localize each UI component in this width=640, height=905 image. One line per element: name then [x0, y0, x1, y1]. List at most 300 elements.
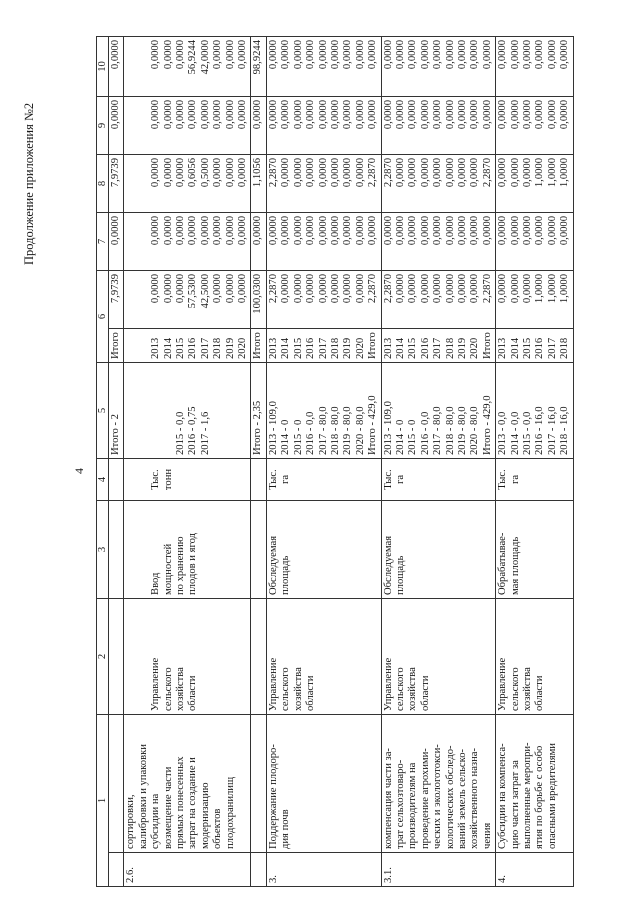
indicator-name-line: плодов и ягод	[187, 533, 199, 595]
regional-budget-line: 0,0000	[509, 157, 521, 188]
col-header-3: 3	[97, 500, 109, 598]
indicator-name-cell	[266, 500, 381, 598]
extrabudgetary-line: 0,0000	[394, 39, 406, 70]
row-number-cell	[251, 853, 266, 887]
indicator-values-cell	[251, 362, 266, 458]
indicator-values-line: 2017 - 80,0	[317, 406, 329, 455]
indicator-values-line: 2014 - 0,0	[509, 411, 521, 455]
table-row	[109, 36, 124, 886]
federal-budget-line: 0,0000	[432, 215, 444, 246]
regional-budget-line: 0,0000	[317, 157, 329, 188]
measure-name-line: ятия по борьбе с особо	[534, 745, 546, 849]
table-body	[97, 36, 574, 886]
regional-budget-line: 2,2870	[367, 157, 379, 188]
indicator-name-line	[138, 504, 150, 595]
local-budget-line: 0,0000	[280, 99, 292, 130]
financing-year-line: Итого	[367, 332, 379, 359]
extrabudgetary-line: 0,0000	[237, 39, 249, 70]
indicator-values-line: 2015 - 0	[407, 419, 419, 455]
indicator-values-cell	[381, 362, 496, 458]
local-budget-line: 0,0000	[317, 99, 329, 130]
financing-year-line: 2017	[199, 337, 211, 359]
unit-line	[138, 462, 150, 497]
unit-cell	[266, 458, 381, 500]
extrabudgetary-cell	[496, 36, 573, 96]
financing-total-line: 0,0000	[162, 273, 174, 304]
federal-budget-line: 0,0000	[212, 215, 224, 246]
financing-year-line: 2016	[534, 337, 546, 359]
indicator-name-line	[125, 504, 137, 595]
financing-total-line: 0,0000	[456, 273, 468, 304]
federal-budget-line: 0,0000	[199, 215, 211, 246]
regional-budget-line: 7,9739	[110, 157, 121, 188]
financing-year-cell	[109, 328, 124, 362]
unit-cell	[124, 458, 251, 500]
financing-year-line	[125, 332, 137, 359]
indicator-name-line: по хранению	[175, 536, 187, 595]
indicator-name-line: мощностей	[162, 543, 174, 595]
extrabudgetary-line: 0,0000	[212, 39, 224, 70]
regional-budget-line: 0,0000	[407, 157, 419, 188]
local-budget-cell	[266, 96, 381, 154]
local-budget-line: 0,0000	[367, 99, 379, 130]
indicator-values-line: Итого - 429,0	[367, 395, 379, 455]
indicator-values-line: Итого - 2	[110, 414, 121, 455]
responsible-executor-line: хозяйства	[522, 667, 533, 711]
financing-year-line: 2019	[456, 337, 468, 359]
local-budget-line: 0,0000	[305, 99, 317, 130]
financing-year-cell	[124, 328, 251, 362]
local-budget-line: 0,0000	[252, 99, 264, 130]
federal-budget-line: 0,0000	[329, 215, 341, 246]
financing-year-line: 2019	[224, 337, 236, 359]
regional-budget-cell	[381, 154, 496, 212]
measure-name-line: ческих и экологотокси-	[432, 744, 444, 849]
financing-year-line: 2013	[150, 337, 162, 359]
responsible-executor-cell	[381, 598, 496, 714]
measure-name-line: возмещение части	[162, 766, 174, 849]
financing-total-line: 0,0000	[394, 273, 406, 304]
federal-budget-line: 0,0000	[407, 215, 419, 246]
extrabudgetary-cell	[266, 36, 381, 96]
local-budget-line: 0,0000	[187, 99, 199, 130]
financing-total-line	[125, 274, 137, 325]
unit-line	[125, 462, 137, 497]
federal-budget-line: 0,0000	[224, 215, 236, 246]
table-row	[251, 36, 266, 886]
financing-total-line: 2,2870	[481, 273, 493, 304]
local-budget-line: 0,0000	[481, 99, 493, 130]
federal-budget-line: 0,0000	[317, 215, 329, 246]
financing-year-line: Итого	[110, 332, 121, 359]
indicator-values-line: 2019 - 80,0	[456, 406, 468, 455]
financing-total-cell	[381, 270, 496, 328]
local-budget-line: 0,0000	[267, 99, 279, 130]
regional-budget-line	[125, 158, 137, 209]
measure-name-cell	[124, 714, 251, 852]
financing-total-line: 0,0000	[317, 273, 329, 304]
financing-total-line: 57,5300	[187, 273, 199, 309]
unit-cell	[109, 458, 124, 500]
responsible-executor-line: Управление	[382, 657, 394, 711]
indicator-values-line	[138, 366, 150, 455]
local-budget-line: 0,0000	[444, 99, 456, 130]
indicator-values-line: 2018 - 16,0	[559, 406, 571, 455]
indicator-values-line: 2020 - 80,0	[469, 406, 481, 455]
financing-year-line: Итого	[481, 332, 493, 359]
regional-budget-line: 0,6056	[187, 157, 199, 188]
financing-total-line: 7,9739	[110, 273, 121, 304]
federal-budget-line: 0,0000	[252, 215, 264, 246]
local-budget-line: 0,0000	[150, 99, 162, 130]
financing-year-line: 2014	[509, 337, 521, 359]
responsible-executor-line: хозяйства	[292, 667, 304, 711]
row-number-cell	[109, 853, 124, 887]
extrabudgetary-cell	[251, 36, 266, 96]
unit-cell	[496, 458, 573, 500]
indicator-values-cell	[266, 362, 381, 458]
indicator-values-line	[163, 366, 175, 455]
col-header-9: 9	[97, 96, 109, 154]
page-number: 4	[72, 468, 86, 474]
financing-year-line: 2013	[382, 337, 394, 359]
financing-year-line: 2017	[546, 337, 558, 359]
federal-budget-line	[125, 216, 137, 267]
extrabudgetary-cell	[381, 36, 496, 96]
federal-budget-line: 0,0000	[456, 215, 468, 246]
federal-budget-line: 0,0000	[367, 215, 379, 246]
extrabudgetary-line: 0,0000	[354, 39, 366, 70]
measure-name-line: Субсидии на компенса-	[497, 743, 509, 849]
regional-budget-line: 2,2870	[267, 157, 279, 188]
regional-budget-line: 0,0000	[444, 157, 456, 188]
local-budget-line: 0,0000	[162, 99, 174, 130]
responsible-executor-line	[125, 602, 137, 711]
extrabudgetary-cell	[124, 36, 251, 96]
federal-budget-line: 0,0000	[110, 215, 121, 246]
financing-year-cell	[251, 328, 266, 362]
col-header-6: 6	[97, 270, 109, 362]
row-number-cell: 2.6.	[124, 853, 251, 887]
measure-name-cell	[109, 714, 124, 852]
extrabudgetary-line: 0,0000	[175, 39, 187, 70]
financing-total-line: 0,0000	[407, 273, 419, 304]
regional-budget-line: 0,0000	[212, 157, 224, 188]
col-header-7: 7	[97, 212, 109, 270]
financing-total-line: 2,2870	[267, 273, 279, 304]
measure-name-line: субсидии на	[150, 793, 162, 849]
local-budget-line	[125, 100, 137, 151]
local-budget-line: 0,0000	[497, 99, 509, 130]
indicator-name-cell	[496, 500, 573, 598]
financing-total-line: 0,0000	[224, 273, 236, 304]
financing-total-line: 0,0000	[469, 273, 481, 304]
federal-budget-line: 0,0000	[292, 215, 304, 246]
col-header-2: 2	[97, 598, 109, 714]
financing-year-line: 2020	[354, 337, 366, 359]
row-number-cell: 3.	[266, 853, 381, 887]
financing-year-line: 2017	[317, 337, 329, 359]
table-row	[496, 36, 573, 886]
measure-name-cell	[266, 714, 381, 852]
extrabudgetary-line: 0,0000	[534, 39, 546, 70]
financing-total-line: 1,0000	[546, 273, 558, 304]
indicator-values-line: 2016 - 0,0	[419, 411, 431, 455]
measure-name-line: Поддержание плодоро-	[267, 744, 279, 849]
local-budget-line: 0,0000	[199, 99, 211, 130]
row-number-cell: 3.1.	[381, 853, 496, 887]
responsible-executor-line: области	[187, 675, 199, 711]
col-header-10: 10	[97, 36, 109, 96]
local-budget-line: 0,0000	[419, 99, 431, 130]
local-budget-line: 0,0000	[534, 99, 546, 130]
table-row	[124, 36, 251, 886]
indicator-values-line: 2015 - 0,0	[522, 411, 533, 455]
financing-total-cell	[124, 270, 251, 328]
row-number-cell: 4.	[496, 853, 573, 887]
financing-year-line: 2016	[419, 337, 431, 359]
regional-budget-line: 0,0000	[456, 157, 468, 188]
federal-budget-line: 0,0000	[559, 215, 571, 246]
indicator-name-line: Ввод	[150, 572, 162, 595]
regional-budget-line: 0,0000	[150, 157, 162, 188]
extrabudgetary-line: 0,0000	[522, 39, 533, 70]
financing-total-line: 0,0000	[175, 273, 187, 304]
extrabudgetary-line: 0,0000	[407, 39, 419, 70]
indicator-values-line: 2013 - 0,0	[497, 411, 509, 455]
regional-budget-line: 2,2870	[382, 157, 394, 188]
financing-year-cell	[266, 328, 381, 362]
federal-budget-line	[138, 216, 150, 267]
regional-budget-line: 0,0000	[224, 157, 236, 188]
indicator-values-line: 2020 - 80,0	[354, 406, 366, 455]
unit-line: га	[509, 474, 521, 485]
financing-year-line: 2018	[212, 337, 224, 359]
federal-budget-line: 0,0000	[481, 215, 493, 246]
federal-budget-line: 0,0000	[534, 215, 546, 246]
measure-name-line: ваний земель сельско-	[456, 748, 468, 849]
regional-budget-line: 0,0000	[237, 157, 249, 188]
local-budget-line: 0,0000	[382, 99, 394, 130]
local-budget-cell	[109, 96, 124, 154]
responsible-executor-line: Управление	[267, 657, 279, 711]
federal-budget-line: 0,0000	[419, 215, 431, 246]
regional-budget-line: 0,0000	[354, 157, 366, 188]
indicator-values-line: 2016 - 16,0	[534, 406, 546, 455]
regional-budget-line: 1,1056	[252, 157, 264, 188]
financing-total-line: 0,0000	[497, 273, 509, 304]
responsible-executor-line: области	[419, 675, 431, 711]
federal-budget-cell	[124, 212, 251, 270]
responsible-executor-line: области	[534, 675, 546, 711]
financing-total-line: 100,0300	[252, 273, 264, 314]
federal-budget-line: 0,0000	[444, 215, 456, 246]
financing-year-line: 2014	[280, 337, 292, 359]
federal-budget-cell	[266, 212, 381, 270]
financing-total-line: 0,0000	[292, 273, 304, 304]
extrabudgetary-line	[138, 40, 150, 93]
measure-name-line: цию части затрат за	[509, 760, 521, 849]
local-budget-line: 0,0000	[407, 99, 419, 130]
responsible-executor-line: сельского	[509, 667, 521, 711]
financing-year-line: 2018	[559, 337, 571, 359]
table-row	[266, 36, 381, 886]
measure-name-cell	[251, 714, 266, 852]
regional-budget-line: 1,0000	[534, 157, 546, 188]
local-budget-line: 0,0000	[354, 99, 366, 130]
local-budget-cell	[381, 96, 496, 154]
financing-year-cell	[496, 328, 573, 362]
financing-total-line: 0,0000	[354, 273, 366, 304]
responsible-executor-line: хозяйства	[175, 667, 187, 711]
indicator-values-cell	[109, 362, 124, 458]
responsible-executor-line: хозяйства	[407, 667, 419, 711]
program-table	[96, 36, 574, 887]
indicator-values-line: 2013 - 109,0	[267, 401, 279, 455]
measure-name-cell	[496, 714, 573, 852]
responsible-executor-line	[138, 602, 150, 711]
extrabudgetary-line: 0,0000	[305, 39, 317, 70]
extrabudgetary-line: 0,0000	[110, 39, 121, 70]
col-header-8: 8	[97, 154, 109, 212]
measure-name-line: компенсация части за-	[382, 748, 394, 849]
indicator-values-line: 2014 - 0	[280, 419, 292, 455]
measure-name-cell	[381, 714, 496, 852]
responsible-executor-line: области	[305, 675, 317, 711]
responsible-executor-cell	[496, 598, 573, 714]
measure-name-line: прямых понесенных	[175, 756, 187, 849]
financing-total-line	[138, 274, 150, 325]
financing-year-line: 2016	[305, 337, 317, 359]
extrabudgetary-line: 0,0000	[367, 39, 379, 70]
indicator-name-line: Обрабатывае-	[497, 532, 509, 595]
continuation-title: Продолжение приложения №2	[22, 102, 36, 265]
federal-budget-line: 0,0000	[267, 215, 279, 246]
indicator-values-line: 2017 - 16,0	[546, 406, 558, 455]
federal-budget-line: 0,0000	[522, 215, 533, 246]
extrabudgetary-line: 0,0000	[342, 39, 354, 70]
local-budget-line: 0,0000	[342, 99, 354, 130]
responsible-executor-line: Управление	[150, 657, 162, 711]
unit-line: га	[280, 474, 292, 485]
extrabudgetary-line: 0,0000	[509, 39, 521, 70]
financing-year-line: 2020	[469, 337, 481, 359]
financing-total-line: 1,0000	[534, 273, 546, 304]
regional-budget-cell	[496, 154, 573, 212]
federal-budget-line: 0,0000	[150, 215, 162, 246]
measure-name-line: дия почв	[280, 809, 292, 849]
federal-budget-line: 0,0000	[382, 215, 394, 246]
federal-budget-line: 0,0000	[509, 215, 521, 246]
indicator-name-cell	[109, 500, 124, 598]
financing-year-cell	[381, 328, 496, 362]
financing-year-line	[138, 332, 150, 359]
financing-year-line: 2016	[187, 337, 199, 359]
regional-budget-line: 0,0000	[342, 157, 354, 188]
regional-budget-line	[138, 158, 150, 209]
regional-budget-line: 0,0000	[280, 157, 292, 188]
indicator-name-line: Обследуемая	[382, 535, 394, 595]
extrabudgetary-line: 0,0000	[456, 39, 468, 70]
responsible-executor-cell	[251, 598, 266, 714]
indicator-values-line: 2016 - 0,0	[305, 411, 317, 455]
indicator-name-line: Обследуемая	[267, 535, 279, 595]
responsible-executor-cell	[124, 598, 251, 714]
local-budget-line: 0,0000	[432, 99, 444, 130]
federal-budget-cell	[381, 212, 496, 270]
measure-name-line: кологических обследо-	[444, 745, 456, 849]
financing-total-line: 0,0000	[280, 273, 292, 304]
regional-budget-line: 0,0000	[522, 157, 533, 188]
local-budget-line: 0,0000	[175, 99, 187, 130]
federal-budget-line: 0,0000	[497, 215, 509, 246]
federal-budget-line: 0,0000	[237, 215, 249, 246]
extrabudgetary-line: 0,0000	[432, 39, 444, 70]
indicator-values-line: 2017 - 80,0	[432, 406, 444, 455]
financing-year-line: 2013	[497, 337, 509, 359]
measure-name-line: плодохранилищ	[224, 776, 236, 849]
measure-name-line: чения	[481, 822, 493, 849]
extrabudgetary-line: 0,0000	[469, 39, 481, 70]
indicator-values-line: 2018 - 80,0	[444, 406, 456, 455]
regional-budget-line: 0,0000	[292, 157, 304, 188]
measure-name-line: производителям на	[407, 762, 419, 849]
indicator-values-line: 2015 - 0	[292, 419, 304, 455]
local-budget-line: 0,0000	[292, 99, 304, 130]
financing-total-line: 0,0000	[237, 273, 249, 304]
federal-budget-line: 0,0000	[162, 215, 174, 246]
financing-year-line: 2014	[394, 337, 406, 359]
extrabudgetary-line: 0,0000	[224, 39, 236, 70]
financing-total-line: 0,0000	[342, 273, 354, 304]
financing-year-line: Итого	[252, 332, 264, 359]
federal-budget-line: 0,0000	[305, 215, 317, 246]
extrabudgetary-line: 0,0000	[559, 39, 571, 70]
regional-budget-line: 2,2870	[481, 157, 493, 188]
regional-budget-line: 0,0000	[394, 157, 406, 188]
responsible-executor-line: сельского	[162, 667, 174, 711]
federal-budget-line: 0,0000	[187, 215, 199, 246]
measure-name-line: затрат на создание и	[187, 757, 199, 849]
indicator-values-line: 2019 - 80,0	[342, 406, 354, 455]
federal-budget-line: 0,0000	[354, 215, 366, 246]
header-row	[97, 36, 109, 886]
financing-total-cell	[266, 270, 381, 328]
federal-budget-line: 0,0000	[469, 215, 481, 246]
local-budget-line: 0,0000	[224, 99, 236, 130]
local-budget-cell	[251, 96, 266, 154]
financing-year-line: 2015	[292, 337, 304, 359]
extrabudgetary-cell	[109, 36, 124, 96]
indicator-values-cell	[496, 362, 573, 458]
regional-budget-line: 0,5000	[199, 157, 211, 188]
indicator-values-line: 2018 - 80,0	[329, 406, 341, 455]
extrabudgetary-line: 0,0000	[444, 39, 456, 70]
financing-year-line: 2013	[267, 337, 279, 359]
regional-budget-line: 1,0000	[559, 157, 571, 188]
measure-name-line: объектов	[212, 808, 224, 849]
extrabudgetary-line: 0,0000	[292, 39, 304, 70]
local-budget-line: 0,0000	[469, 99, 481, 130]
indicator-values-line	[150, 366, 162, 455]
unit-line: Тыс.	[267, 469, 279, 490]
unit-line: Тыс.	[382, 469, 394, 490]
financing-total-line: 1,0000	[559, 273, 571, 304]
indicator-name-line: площадь	[280, 555, 292, 595]
federal-budget-line: 0,0000	[546, 215, 558, 246]
unit-line: Тыс.	[150, 469, 162, 490]
measure-name-line: сортировки,	[125, 794, 137, 849]
